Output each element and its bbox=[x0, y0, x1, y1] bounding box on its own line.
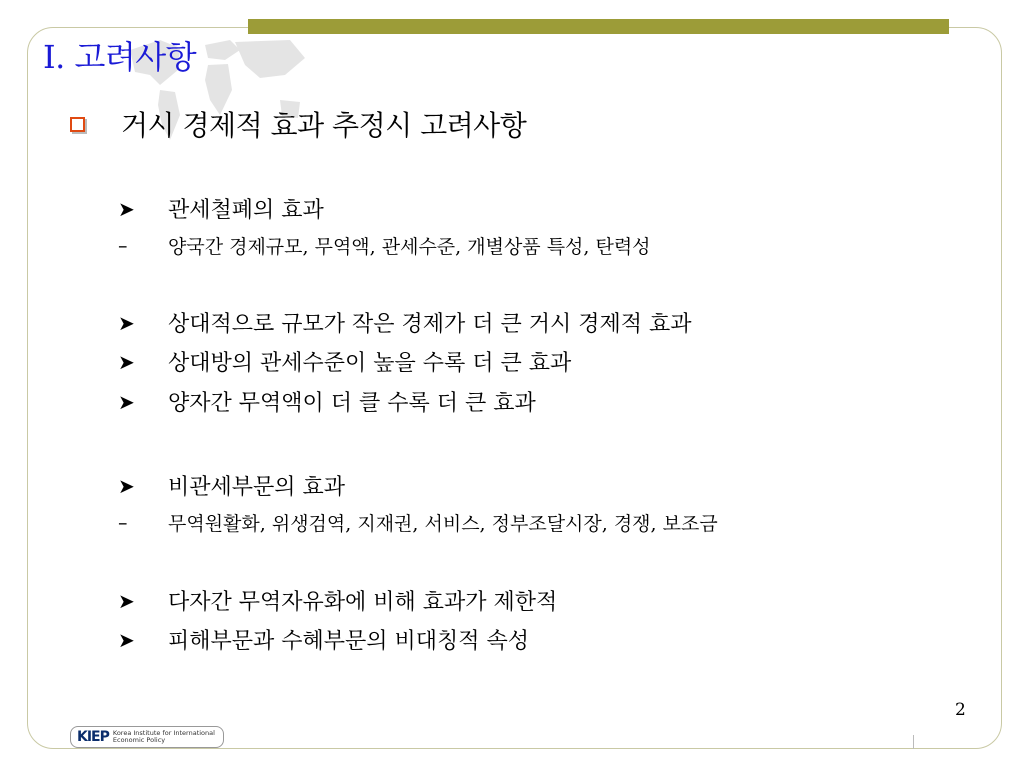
bullet-item bbox=[118, 193, 324, 224]
bullet-item bbox=[118, 386, 536, 417]
logo-badge bbox=[70, 726, 224, 748]
arrow-bullet-icon: ➤ bbox=[118, 196, 135, 221]
bullet-text: 비관세부문의 효과 bbox=[168, 475, 346, 500]
bullet-text: 다자간 무역자유화에 비해 효과가 제한적 bbox=[168, 590, 558, 615]
arrow-bullet-icon: ➤ bbox=[118, 588, 135, 613]
bullet-item bbox=[118, 307, 692, 338]
dash-bullet-icon: – bbox=[118, 234, 128, 257]
arrow-bullet-icon: ➤ bbox=[118, 473, 135, 498]
sub-item bbox=[118, 232, 651, 259]
arrow-bullet-icon: ➤ bbox=[118, 627, 135, 652]
logo-name: KIEP bbox=[77, 729, 109, 745]
page-number: 2 bbox=[955, 700, 966, 720]
arrow-bullet-icon: ➤ bbox=[118, 349, 135, 374]
section-heading-text: 거시 경제적 효과 추정시 고려사항 bbox=[121, 109, 527, 142]
bullet-text: 양자간 무역액이 더 클 수록 더 큰 효과 bbox=[168, 391, 536, 416]
bullet-item bbox=[118, 470, 345, 501]
dash-bullet-icon: – bbox=[118, 511, 128, 534]
title-bar-decoration bbox=[248, 19, 949, 34]
bullet-text: 상대적으로 규모가 작은 경제가 더 큰 거시 경제적 효과 bbox=[168, 312, 692, 337]
logo-caption bbox=[113, 730, 215, 744]
bullet-item bbox=[118, 624, 529, 655]
logo-line-2: Economic Policy bbox=[112, 736, 166, 744]
sub-text: 무역원활화, 위생검역, 지재권, 서비스, 정부조달시장, 경쟁, 보조금 bbox=[168, 513, 718, 535]
arrow-bullet-icon: ➤ bbox=[118, 389, 135, 414]
bullet-text: 관세철폐의 효과 bbox=[168, 198, 324, 223]
bullet-text: 상대방의 관세수준이 높을 수록 더 큰 효과 bbox=[168, 351, 572, 376]
bullet-text: 피해부문과 수혜부문의 비대칭적 속성 bbox=[168, 629, 530, 654]
logo-line-1: Korea Institute for International bbox=[112, 729, 215, 737]
kiep-logo bbox=[70, 726, 224, 748]
bullet-item bbox=[118, 585, 557, 616]
checkbox-bullet-icon bbox=[70, 117, 85, 132]
sub-text: 양국간 경제규모, 무역액, 관세수준, 개별상품 특성, 탄력성 bbox=[168, 236, 651, 258]
footer-divider bbox=[913, 735, 914, 749]
bullet-item bbox=[118, 346, 571, 377]
sub-item bbox=[118, 509, 718, 536]
arrow-bullet-icon: ➤ bbox=[118, 310, 135, 335]
section-heading bbox=[70, 104, 526, 144]
slide-title: I. 고려사항 bbox=[43, 38, 197, 76]
